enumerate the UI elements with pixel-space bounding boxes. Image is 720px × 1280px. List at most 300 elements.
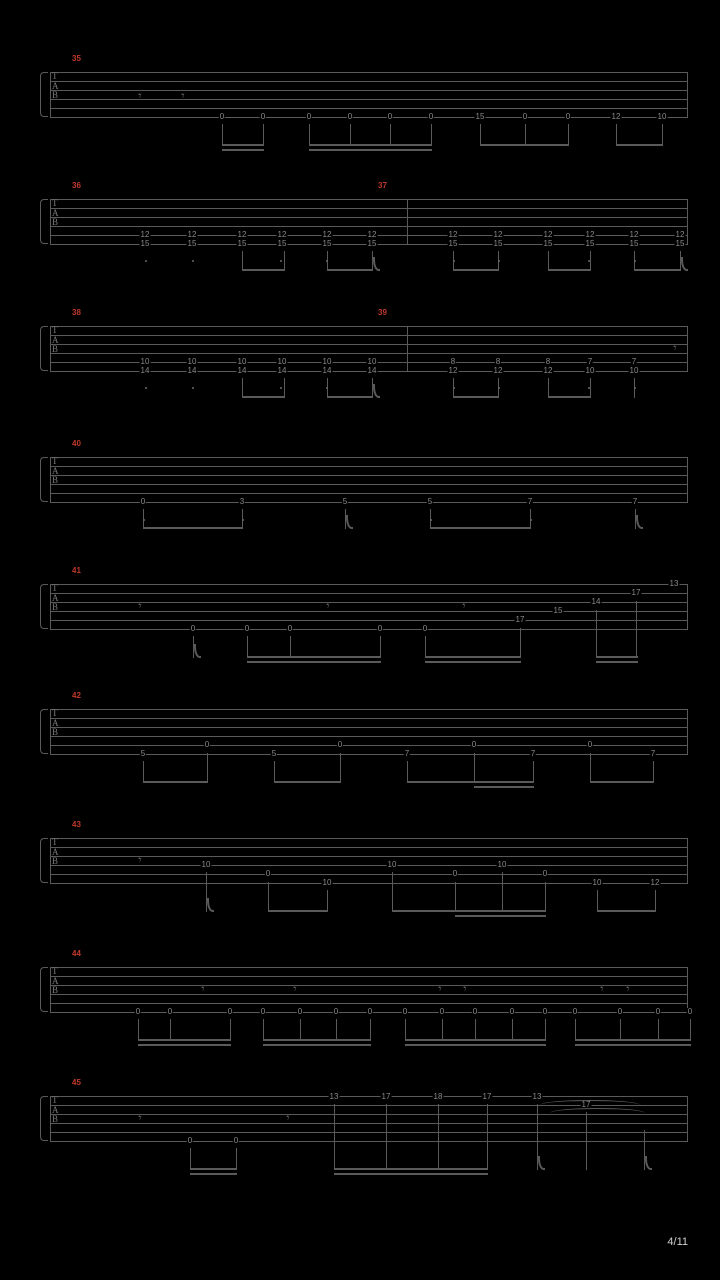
fret-number: 8 — [495, 357, 501, 366]
beam — [327, 269, 372, 271]
note-stem — [170, 1019, 171, 1041]
system-bracket — [40, 457, 48, 502]
staff-line — [50, 457, 688, 458]
rest-symbol: 𝄾 — [138, 1110, 142, 1125]
measure-number: 44 — [72, 949, 81, 958]
note-stem — [190, 1148, 191, 1170]
fret-number: 3 — [239, 497, 245, 506]
fret-number: 7 — [650, 749, 656, 758]
fret-number: 0 — [472, 1007, 478, 1016]
note-stem — [568, 124, 569, 146]
fret-number: 14 — [140, 366, 150, 375]
slur — [550, 1108, 645, 1118]
fret-number: 17 — [631, 588, 641, 597]
page-number: 4/11 — [667, 1236, 688, 1248]
staff-line — [50, 326, 688, 327]
beam — [222, 144, 264, 146]
fret-number: 0 — [227, 1007, 233, 1016]
fret-number: 0 — [297, 1007, 303, 1016]
note-stem — [636, 601, 637, 658]
beam — [548, 269, 590, 271]
beam — [616, 144, 663, 146]
fret-number: 0 — [367, 1007, 373, 1016]
note-stem — [655, 890, 656, 912]
beam — [548, 396, 590, 398]
staff-line — [50, 475, 688, 476]
staff-line — [50, 736, 688, 737]
note-stem — [548, 251, 549, 271]
staff-line — [50, 611, 688, 612]
system-1 — [40, 48, 688, 158]
staccato-dot — [588, 387, 590, 389]
fret-number: 7 — [631, 357, 637, 366]
fret-number: 15 — [675, 239, 685, 248]
note-stem — [431, 124, 432, 146]
note-stem — [620, 1019, 621, 1041]
system-bracket — [40, 838, 48, 883]
note-flag — [373, 384, 380, 398]
fret-number: 0 — [140, 497, 146, 506]
fret-number: 0 — [439, 1007, 445, 1016]
fret-number: 14 — [187, 366, 197, 375]
fret-number: 15 — [543, 239, 553, 248]
note-stem — [480, 124, 481, 146]
measure-number: 38 — [72, 308, 81, 317]
staff-line — [50, 226, 688, 227]
fret-number: 0 — [233, 1136, 239, 1145]
staccato-dot — [242, 519, 244, 521]
fret-number: 0 — [542, 869, 548, 878]
beam — [190, 1173, 237, 1175]
system-bracket — [40, 326, 48, 371]
beam — [274, 781, 341, 783]
fret-number: 0 — [287, 624, 293, 633]
note-stem — [263, 124, 264, 146]
note-stem — [222, 124, 223, 146]
start-barline — [50, 838, 51, 883]
fret-number: 12 — [543, 230, 553, 239]
beam — [242, 269, 284, 271]
fret-number: 0 — [377, 624, 383, 633]
note-flag — [538, 1156, 545, 1170]
fret-number: 10 — [187, 357, 197, 366]
fret-number: 15 — [585, 239, 595, 248]
fret-number: 12 — [140, 230, 150, 239]
note-stem — [392, 872, 393, 912]
note-stem — [386, 1104, 387, 1170]
note-stem — [487, 1104, 488, 1170]
fret-number: 7 — [530, 749, 536, 758]
note-stem — [502, 872, 503, 912]
fret-number: 15 — [187, 239, 197, 248]
beam — [268, 910, 328, 912]
note-stem — [662, 124, 663, 146]
fret-number: 0 — [617, 1007, 623, 1016]
staccato-dot — [634, 260, 636, 262]
note-stem — [300, 1019, 301, 1041]
note-stem — [236, 1148, 237, 1170]
fret-number: 0 — [387, 112, 393, 121]
fret-number: 12 — [493, 366, 503, 375]
beam — [143, 527, 243, 529]
rest-symbol: 𝄾 — [626, 981, 630, 996]
fret-number: 14 — [237, 366, 247, 375]
note-stem — [242, 251, 243, 271]
system-bracket — [40, 72, 48, 117]
start-barline — [50, 326, 51, 371]
staff-line — [50, 874, 688, 875]
staccato-dot — [145, 387, 147, 389]
beam — [597, 910, 656, 912]
staccato-dot — [192, 387, 194, 389]
fret-number: 12 — [611, 112, 621, 121]
tab-clef: T A B — [52, 71, 58, 101]
fret-number: 0 — [402, 1007, 408, 1016]
fret-number: 12 — [367, 230, 377, 239]
staff-line — [50, 994, 688, 995]
start-barline — [50, 584, 51, 629]
end-barline — [687, 326, 688, 371]
staccato-dot — [498, 260, 500, 262]
system-9 — [40, 1072, 688, 1187]
tab-clef: T A B — [52, 198, 58, 228]
staff-line — [50, 1123, 688, 1124]
rest-symbol: 𝄾 — [463, 981, 467, 996]
beam — [392, 910, 546, 912]
system-4 — [40, 433, 688, 543]
note-flag — [346, 515, 353, 529]
note-stem — [438, 1104, 439, 1170]
fret-number: 14 — [322, 366, 332, 375]
fret-number: 14 — [591, 597, 601, 606]
beam — [575, 1044, 691, 1046]
staff-line — [50, 217, 688, 218]
staccato-dot — [588, 260, 590, 262]
system-7 — [40, 814, 688, 929]
end-barline — [687, 72, 688, 117]
staff-line — [50, 847, 688, 848]
staff-line — [50, 99, 688, 100]
fret-number: 13 — [669, 579, 679, 588]
fret-number: 7 — [632, 497, 638, 506]
fret-number: 10 — [367, 357, 377, 366]
fret-number: 13 — [329, 1092, 339, 1101]
note-stem — [658, 1019, 659, 1041]
fret-number: 10 — [497, 860, 507, 869]
fret-number: 0 — [565, 112, 571, 121]
fret-number: 17 — [381, 1092, 391, 1101]
note-stem — [263, 1019, 264, 1041]
fret-number: 0 — [522, 112, 528, 121]
staff-line — [50, 117, 688, 118]
staccato-dot — [430, 519, 432, 521]
start-barline — [50, 457, 51, 502]
note-stem — [143, 761, 144, 783]
staccato-dot — [143, 519, 145, 521]
staff-line — [50, 1003, 688, 1004]
fret-number: 12 — [237, 230, 247, 239]
beam — [334, 1173, 488, 1175]
note-stem — [596, 610, 597, 658]
fret-number: 5 — [271, 749, 277, 758]
system-2 — [40, 175, 688, 285]
note-stem — [207, 753, 208, 783]
note-flag — [636, 515, 643, 529]
beam — [309, 144, 432, 146]
fret-number: 12 — [543, 366, 553, 375]
system-bracket — [40, 967, 48, 1012]
staff-line — [50, 838, 688, 839]
measure-number: 41 — [72, 566, 81, 575]
staccato-dot — [634, 387, 636, 389]
staff-line — [50, 90, 688, 91]
fret-number: 0 — [244, 624, 250, 633]
fret-number: 7 — [527, 497, 533, 506]
measure-number: 43 — [72, 820, 81, 829]
fret-number: 0 — [187, 1136, 193, 1145]
fret-number: 15 — [367, 239, 377, 248]
staff-line — [50, 727, 688, 728]
staff-line — [50, 629, 688, 630]
fret-number: 0 — [190, 624, 196, 633]
fret-number: 12 — [277, 230, 287, 239]
beam — [138, 1044, 231, 1046]
staff-line — [50, 344, 688, 345]
staff-line — [50, 484, 688, 485]
fret-number: 10 — [140, 357, 150, 366]
note-stem — [545, 1019, 546, 1041]
tab-clef: T A B — [52, 583, 58, 613]
fret-number: 17 — [482, 1092, 492, 1101]
fret-number: 0 — [306, 112, 312, 121]
staff-line — [50, 335, 688, 336]
tab-clef: T A B — [52, 456, 58, 486]
note-stem — [597, 890, 598, 912]
start-barline — [50, 199, 51, 244]
rest-symbol: 𝄾 — [138, 598, 142, 613]
fret-number: 10 — [629, 366, 639, 375]
staff-line — [50, 709, 688, 710]
staff-line — [50, 353, 688, 354]
fret-number: 0 — [509, 1007, 515, 1016]
beam — [247, 661, 381, 663]
staff-line — [50, 593, 688, 594]
start-barline — [50, 967, 51, 1012]
beam — [453, 269, 498, 271]
fret-number: 5 — [427, 497, 433, 506]
note-stem — [268, 882, 269, 912]
note-stem — [475, 1019, 476, 1041]
rest-symbol: 𝄾 — [293, 981, 297, 996]
fret-number: 0 — [260, 1007, 266, 1016]
note-stem — [247, 636, 248, 658]
note-stem — [616, 124, 617, 146]
fret-number: 17 — [581, 1100, 591, 1109]
note-stem — [407, 761, 408, 783]
beam — [480, 144, 569, 146]
rest-symbol: 𝄾 — [326, 598, 330, 613]
fret-number: 14 — [277, 366, 287, 375]
staff-line — [50, 620, 688, 621]
fret-number: 12 — [448, 366, 458, 375]
mid-barline — [407, 199, 408, 244]
note-stem — [545, 882, 546, 912]
fret-number: 15 — [237, 239, 247, 248]
note-stem — [590, 378, 591, 398]
rest-symbol: 𝄾 — [138, 88, 142, 103]
note-flag — [645, 1156, 652, 1170]
fret-number: 15 — [322, 239, 332, 248]
rest-symbol: 𝄾 — [201, 981, 205, 996]
note-stem — [575, 1019, 576, 1041]
end-barline — [687, 967, 688, 1012]
beam — [590, 781, 654, 783]
beam — [407, 781, 534, 783]
fret-number: 0 — [428, 112, 434, 121]
beam — [405, 1044, 546, 1046]
note-stem — [350, 124, 351, 146]
note-stem — [242, 378, 243, 398]
fret-number: 13 — [532, 1092, 542, 1101]
beam — [138, 1039, 231, 1041]
end-barline — [687, 838, 688, 883]
note-flag — [194, 644, 201, 658]
note-stem — [336, 1019, 337, 1041]
staff-line — [50, 584, 688, 585]
fret-number: 12 — [650, 878, 660, 887]
rest-symbol: 𝄾 — [438, 981, 442, 996]
beam — [575, 1039, 691, 1041]
beam — [334, 1168, 488, 1170]
fret-number: 18 — [433, 1092, 443, 1101]
note-stem — [690, 1019, 691, 1041]
beam — [425, 656, 521, 658]
staccato-dot — [498, 387, 500, 389]
staff-line — [50, 976, 688, 977]
fret-number: 0 — [333, 1007, 339, 1016]
staccato-dot — [145, 260, 147, 262]
tab-clef: T A B — [52, 325, 58, 355]
fret-number: 10 — [387, 860, 397, 869]
fret-number: 8 — [545, 357, 551, 366]
fret-number: 0 — [135, 1007, 141, 1016]
end-barline — [687, 199, 688, 244]
note-stem — [520, 628, 521, 658]
fret-number: 12 — [187, 230, 197, 239]
staccato-dot — [453, 387, 455, 389]
beam — [143, 781, 208, 783]
fret-number: 10 — [201, 860, 211, 869]
fret-number: 10 — [592, 878, 602, 887]
note-flag — [373, 257, 380, 271]
fret-number: 0 — [337, 740, 343, 749]
start-barline — [50, 709, 51, 754]
fret-number: 0 — [587, 740, 593, 749]
beam — [327, 396, 372, 398]
fret-number: 15 — [448, 239, 458, 248]
measure-number: 35 — [72, 54, 81, 63]
note-stem — [586, 1112, 587, 1170]
end-barline — [687, 457, 688, 502]
fret-number: 8 — [450, 357, 456, 366]
fret-number: 15 — [493, 239, 503, 248]
rest-symbol: 𝄾 — [181, 88, 185, 103]
fret-number: 5 — [342, 497, 348, 506]
note-stem — [274, 761, 275, 783]
fret-number: 5 — [140, 749, 146, 758]
system-8 — [40, 943, 693, 1058]
fret-number: 7 — [587, 357, 593, 366]
start-barline — [50, 72, 51, 117]
end-barline — [687, 584, 688, 629]
staff-line — [50, 208, 688, 209]
fret-number: 0 — [204, 740, 210, 749]
rest-symbol: 𝄾 — [673, 340, 677, 355]
beam — [222, 149, 264, 151]
mid-barline — [407, 326, 408, 371]
note-flag — [207, 898, 214, 912]
fret-number: 10 — [585, 366, 595, 375]
measure-number: 37 — [378, 181, 387, 190]
fret-number: 0 — [167, 1007, 173, 1016]
fret-number: 12 — [585, 230, 595, 239]
staff — [50, 72, 688, 120]
note-stem — [138, 1019, 139, 1041]
beam — [405, 1039, 546, 1041]
fret-number: 15 — [475, 112, 485, 121]
fret-number: 0 — [422, 624, 428, 633]
fret-number: 0 — [572, 1007, 578, 1016]
fret-number: 10 — [237, 357, 247, 366]
note-stem — [230, 1019, 231, 1041]
staff — [50, 584, 688, 632]
rest-symbol: 𝄾 — [600, 981, 604, 996]
staccato-dot — [326, 387, 328, 389]
note-stem — [327, 890, 328, 912]
fret-number: 10 — [322, 357, 332, 366]
fret-number: 10 — [657, 112, 667, 121]
staff-line — [50, 466, 688, 467]
fret-number: 0 — [655, 1007, 661, 1016]
beam — [430, 527, 531, 529]
fret-number: 7 — [404, 749, 410, 758]
fret-number: 10 — [277, 357, 287, 366]
staff-line — [50, 1141, 688, 1142]
fret-number: 14 — [367, 366, 377, 375]
system-bracket — [40, 1096, 48, 1141]
beam — [309, 149, 432, 151]
fret-number: 15 — [277, 239, 287, 248]
system-3 — [40, 302, 688, 412]
beam — [263, 1039, 371, 1041]
fret-number: 12 — [448, 230, 458, 239]
note-stem — [653, 761, 654, 783]
staff-line — [50, 856, 688, 857]
fret-number: 15 — [140, 239, 150, 248]
beam — [634, 269, 680, 271]
rest-symbol: 𝄾 — [462, 598, 466, 613]
system-bracket — [40, 199, 48, 244]
system-5 — [40, 560, 688, 675]
system-bracket — [40, 709, 48, 754]
beam — [453, 396, 498, 398]
staccato-dot — [280, 260, 282, 262]
rest-symbol: 𝄾 — [138, 852, 142, 867]
rest-symbol: 𝄾 — [286, 1110, 290, 1125]
staff-line — [50, 985, 688, 986]
note-stem — [340, 753, 341, 783]
beam — [455, 915, 546, 917]
